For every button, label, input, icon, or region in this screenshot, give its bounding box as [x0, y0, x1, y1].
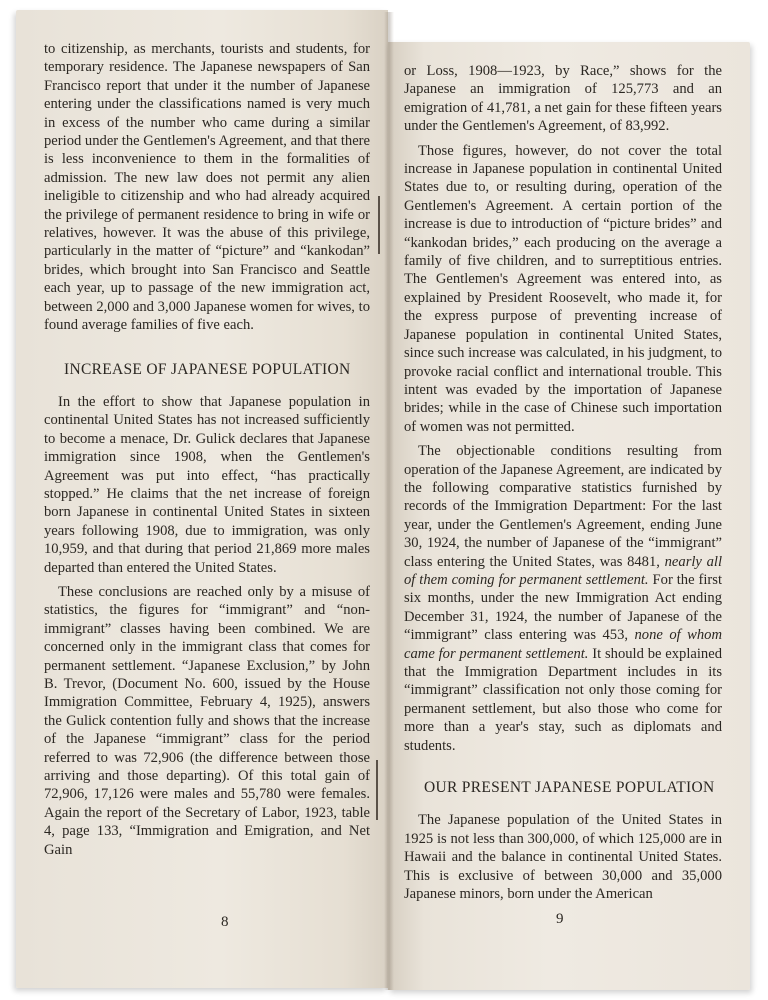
section-heading-present: OUR PRESENT JAPANESE POPULATION — [424, 779, 715, 797]
paragraph — [404, 442, 722, 755]
section-heading-increase: INCREASE OF JAPANESE POPULATION — [64, 360, 351, 378]
paragraph: In the effort to show that Japanese population in continental United States has not increased sufficiently to become a menace, Dr. Gulick declares that Japanese immigration since 1908, when the Gentlemen's Agreement was put into effect, “has practically stopped.” He claims that the net increase of foreign born Japanese in continental United States in sixteen years following 1908, due to immigration, was only 10,959, and that during that period 21,869 more males departed than entered the United States. — [44, 393, 370, 576]
italic-emphasis: nearly all of them coming for permanent settlement. — [404, 553, 723, 588]
left-page-text — [44, 40, 370, 859]
paragraph-text: It should be explained that the Immigration Department includes in its “immigrant” classification not only those coming for permanent settlement, but also those who come for more than a year's stay, such as diplomats and students. — [404, 645, 722, 754]
paragraph: to citizenship, as merchants, tourists and students, for temporary residence. The Japanese newspapers of San Francisco report that under it the number of Japanese entering under the classifications named is very much in excess of the number who came during a similar period under the Gentlemen's Agreement, and that there is less inconvenience to them in the formalities of admission. The new law does not permit any alien ineligible to citizenship and who had already acquired the privilege of permanent residence to bring in wife or relatives, however. It was the abuse of this privilege, particularly in the matter of “picture” and “kankodan” brides, which brought into San Francisco and Seattle each year, up to passage of the new immigration act, between 2,000 and 3,000 Japanese women for wives, to found average families of five each. — [44, 41, 371, 334]
margin-mark — [376, 760, 378, 820]
paragraph: Those figures, however, do not cover the total increase in Japanese population in continental United States due to, or resulting during, operation of the Gentlemen's Agreement. A certain portion of the increase is due to introduction of “picture brides” and “kankodan brides,” each producing on the average a family of five children, and to surreptitious entries. The Gentlemen's Agreement was entered into, as explained by President Roosevelt, who made it, for the express purpose of preventing increase of Japanese population in continental United States, since such increase was calculated, in his judgment, to provoke racial conflict and international trouble. This intent was evaded by the importation of Japanese brides; while in the case of Chinese such importation of women was not permitted. — [404, 142, 722, 435]
italic-emphasis: none of whom came for permanent settlement. — [404, 627, 722, 662]
page-number-left: 8 — [221, 914, 229, 930]
paragraph: The Japanese population of the United States in 1925 is not less than 300,000, of which 125,000 are in Hawaii and the balance in continental United States. This is exclusive of between 30,000 and 35,000 Japanese minors, born under the American — [404, 812, 722, 903]
paragraph-text: For the first six months, under the new Immigration Act ending December 31, 1924, the number of Japanese of the “immigrant” class entering was 453, — [404, 571, 722, 644]
margin-mark — [378, 196, 380, 254]
paragraph: These conclusions are reached only by a misuse of statistics, the figures for “immigrant” and “non-immigrant” classes having been combined. We are concerned only in the immigrant class that comes for permanent settlement. “Japanese Exclusion,” by John B. Trevor, (Document No. 600, issued by the House Immigration Committee, February 4, 1925), answers the Gulick contention fully and shows that the increase of the Japanese “immigrant” class for the period referred to was 72,906 (the difference between those arriving and those departing). Of this total gain of 72,906, 17,126 were males and 55,780 were females. Again the report of the Secretary of Labor, 1923, table 4, page 133, “Immigration and Emigration, and Net Gain — [44, 583, 370, 858]
paragraph: or Loss, 1908—1923, by Race,” shows for the Japanese an immigration of 125,773 and an emigration of 41,781, a net gain for these fifteen years under the Gentlemen's Agreement, of 83,992. — [404, 63, 722, 135]
page-number-right: 9 — [556, 911, 564, 927]
paragraph-text: The objectionable conditions resulting from operation of the Japanese Agreement, are indicated by the following comparative statistics furnished by records of the Immigration Department: For the last year, under the Gentlemen's Agreement, ending June 30, 1924, the number of Japanese of the “immigrant” class entering the United States, was 8481, — [404, 443, 722, 570]
right-page-text — [404, 62, 722, 903]
book-gutter — [384, 12, 394, 990]
